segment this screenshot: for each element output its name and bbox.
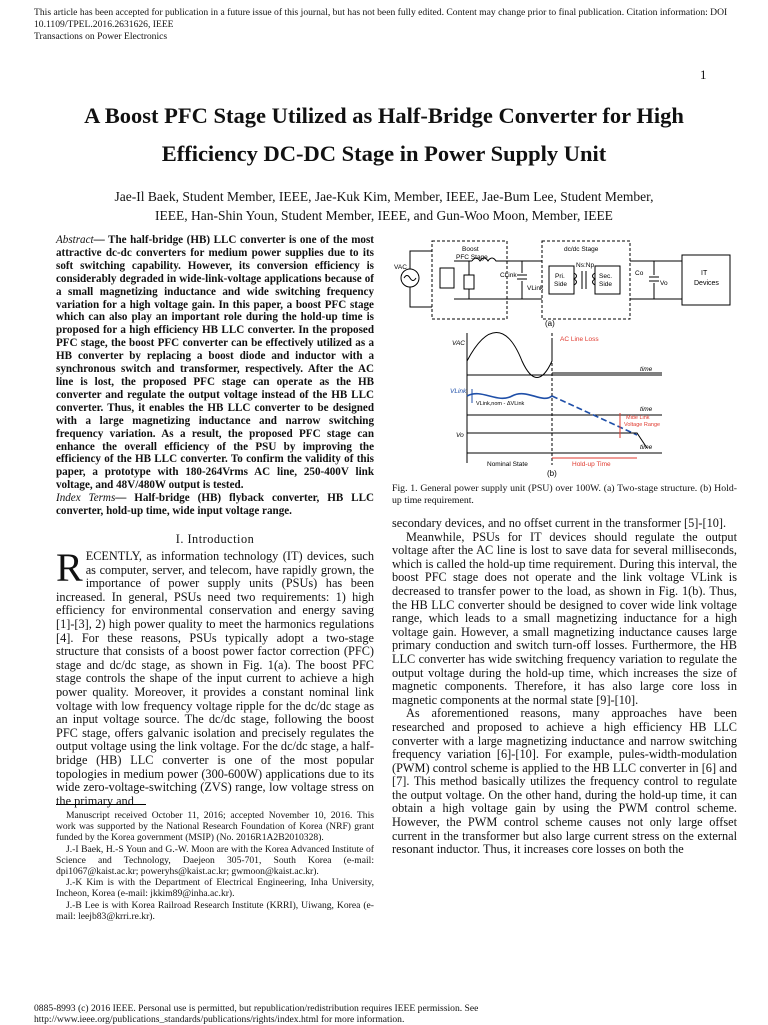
copyright-notice: 0885-8993 (c) 2016 IEEE. Personal use is permitted, but republication/redistribution requires IEEE permission. See http://www.ieee.org/publications_standards/publications/rights/index.html for more information. <box>34 1003 479 1025</box>
min-link-label-1: Mide Link <box>626 415 650 421</box>
boost-switch <box>464 275 474 289</box>
time-label-2: time <box>640 406 653 413</box>
author-list-line-2: IEEE, Han-Shin Youn, Student Member, IEEE, and Gun-Woo Moon, Member, IEEE <box>155 208 613 223</box>
footnote: Manuscript received October 11, 2016; accepted November 10, 2016. This work was supported by the National Research Foundation of Korea (NRF) grant funded by the Korea government (MSIP) (No. 2016R1A2B2010328). <box>56 810 374 844</box>
dcdc-stage-label: dc/dc Stage <box>564 246 599 253</box>
page-number: 1 <box>700 67 707 82</box>
abstract-text: The half-bridge (HB) LLC converter is one of the most attractive dc-dc converters for medium power supplies due to its soft switching capability. However, its conversion efficiency is considerably degraded in wide-link-voltage applications because of a small magnetizing inductance and wide switching frequency variation for a high voltage gain. In this paper, a boost PFC stage which can also play an important role during the hold-up time is proposed for a high efficiency HB LLC converter. In the proposed PFC stage, the boost PFC converter can be effectively utilized as a HB converter by replacing a boost diode and inductor with a synchronous switch and transformer, respectively. After the AC line is lost, the proposed PFC stage can operate as the HB converter and regulate the output voltage instead of the HB LLC converter. Thus, it enables the HB LLC converter to be designed with a large magnetizing inductance and narrow switching frequency variation. As a result, the proposed PFC stage can enhance the overall efficiency of the PSU by improving the efficiency of the HB LLC converter. To confirm the validity of this paper, a prototype with 180-264Vrms AC line, 250-400V link voltage, and 48V/480W output is tested. <box>56 234 374 492</box>
vo-axis-label: Vo <box>456 432 464 439</box>
vlinknom-label: VLink,nom - ΔVLink <box>476 401 525 407</box>
vac-axis-label: VAC <box>452 340 466 347</box>
index-terms-text: Half-bridge (HB) flyback converter, HB LLC converter, hold-up time, wide input voltage range. <box>56 492 374 517</box>
author-list-line-1: Jae-Il Baek, Student Member, IEEE, Jae-Kuk Kim, Member, IEEE, Jae-Bum Lee, Student Member, <box>114 189 654 204</box>
vac-label: VAC <box>394 264 407 271</box>
figure-1-caption: Fig. 1. General power supply unit (PSU) over 100W. (a) Two-stage structure. (b) Hold-up time requirement. <box>392 483 737 506</box>
paragraph: As aforementioned reasons, many approaches have been researched and proposed to achieve a high efficiency HB LLC converter with a large magnetizing inductance and narrow switching frequency variation [6]-[10]. For example, pules-width-modulation (PWM) control scheme is applied to the HB LLC converter in [6] and [7]. This method basically utilizes the frequency control to regulate the output voltage. On the other hand, during the hold-up time, it can obtain a high voltage gain by using the PWM control scheme. However, the PWM control scheme causes not only large offset current in the transformer but also large current stress on the external resonant inductor. Thus, it increases core losses on both the <box>392 706 737 857</box>
turns-ratio-label: Ns:Np <box>576 262 595 269</box>
link-capacitor <box>517 261 527 299</box>
boost-stage-label: Boost <box>462 246 479 253</box>
bridge-rectifier <box>440 268 454 288</box>
drop-cap: R <box>56 545 83 590</box>
abstract-label: Abstract <box>56 234 94 246</box>
secondary-side-box <box>595 266 620 294</box>
co-label: Co <box>635 270 644 277</box>
paragraph: Meanwhile, PSUs for IT devices should regulate the output voltage after the AC line is lost to save data for several milliseconds, which is called the hold-up time requirement. During this interval, the boost PFC stage does not operate and the link voltage VLink is decreased to transfer power to the load, as shown in Fig. 1(b). Thus, the HB LLC converter should be designed to cover wide link voltage range, which leads to a small magnetizing inductance for a high voltage gain. However, a small magnetizing inductance causes large primary conduction and switch turn-off losses. Furthermore, the HB LLC converter has wide switching frequency variation to regulate the output voltage during the hold-up time, which increases the size of magnetic components. Therefore, it has also large core loss in magnetic components at the normal state [9]-[10]. <box>392 529 737 707</box>
abstract: Abstract— The half-bridge (HB) LLC converter is one of the most attractive dc-dc converters for medium power supplies due to its soft switching capability. However, its conversion efficiency is considerably degraded in wide-link-voltage applications because of a small magnetizing inductance and wide switching frequency variation for a high voltage gain. In this paper, a boost PFC stage which can also play an important role during the hold-up time is proposed for a high efficiency HB LLC converter. In the proposed PFC stage, the boost PFC converter can be effectively utilized as a HB converter by replacing a boost diode and inductor with a synchronous switch and transformer, respectively. After the AC line is lost, the proposed PFC stage can operate as the HB converter and regulate the output voltage instead of the HB LLC converter. Thus, it enables the HB LLC converter to be designed with a large magnetizing inductance and narrow switching frequency variation. As a result, the proposed PFC stage can enhance the overall efficiency of the PSU by improving the efficiency of the HB LLC converter. To confirm the validity of this paper, a prototype with 180-264Vrms AC line, 250-400V link voltage, and 48V/480W output is tested. <box>56 234 374 492</box>
boost-stage-label-2: PFC Stage <box>456 254 488 261</box>
panel-a-label: (a) <box>545 319 555 328</box>
vlink-waveform <box>467 394 552 399</box>
acceptance-notice: This article has been accepted for publication in a future issue of this journal, but has not been fully edited. Content may change prior to final publication. Citation information: DOI 10.1109/TPEL.2016.2631626, IEEE <box>34 7 728 30</box>
index-terms: Index Terms— Half-bridge (HB) flyback converter, HB LLC converter, hold-up time, wide input voltage range. <box>56 492 374 517</box>
min-link-label-2: Voltage Range <box>624 422 661 428</box>
clink-label: CLink <box>500 272 517 279</box>
it-label: IT <box>701 270 708 277</box>
output-capacitor <box>630 261 682 299</box>
sine-glyph <box>404 276 416 281</box>
paper-title-line-2: Efficiency DC-DC Stage in Power Supply Unit <box>161 141 607 166</box>
figure-1b-waveforms <box>467 333 662 466</box>
journal-header <box>34 7 754 43</box>
holdup-time-label: Hold-up Time <box>572 461 611 468</box>
journal-name: Transactions on Power Electronics <box>34 31 168 42</box>
right-column-text <box>392 517 737 857</box>
sec-side-label: Sec. <box>599 273 613 280</box>
sec-side-label-2: Side <box>599 281 613 288</box>
pri-side-label-2: Side <box>554 281 568 288</box>
introduction-paragraph <box>56 545 374 808</box>
figure-1 <box>392 233 737 481</box>
index-terms-label: Index Terms <box>56 492 116 504</box>
vo-label: Vo <box>660 280 668 287</box>
time-label: time <box>640 366 653 373</box>
footnote: J.-I Baek, H.-S Youn and G.-W. Moon are with the Korea Advanced Institute of Science and Technology, Daejeon 305-701, South Korea (e-mail: dpi1067@kaist.ac.kr; poweryhs@kaist.ac.kr; gwmoon@kaist.ac.kr). <box>56 843 374 878</box>
paper-title-line-1: A Boost PFC Stage Utilized as Half-Bridge Converter for High <box>84 103 684 128</box>
paragraph: secondary devices, and no offset current in the transformer [5]-[10]. <box>392 516 727 530</box>
vlink-label: VLink <box>527 285 544 292</box>
footnote: J.-B Lee is with Korea Railroad Research Institute (KRRI), Uiwang, Korea (e-mail: leejb83@krri.re.kr). <box>56 899 374 922</box>
panel-b-label: (b) <box>547 469 557 478</box>
ac-line-loss-label: AC Line Loss <box>560 336 599 343</box>
section-heading-introduction: I. Introduction <box>175 532 255 546</box>
introduction-text: ECENTLY, as information technology (IT) devices, such as computer, server, and telecom, have rapidly grown, the importance of power supply units (PSUs) has been increased. In general, PSUs need two requirements: 1) high efficiency for environmental conservation and energy saving [1]-[3], 2) high power quality to meet the harmonics regulations [4]. For these reasons, PSUs typically adopt a two-stage structure that consists of a boost power factor correction (PFC) stage and dc/dc stage, as shown in Fig. 1(a). The boost PFC stage controls the shape of the input current to achieve a high power quality. Moreover, it provides a constant nominal link voltage with low frequency voltage ripple for the dc/dc stage as an input voltage source. The dc/dc stage, following the boost PFC stage, offers galvanic isolation and precisely regulates the output voltage using the link voltage. For the dc/dc stage, a half-bridge (HB) LLC converter is one of the most popular topologies in medium power (300-600W) applications due to its wide zero-voltage-switching (ZVS) range, low voltage stress on the primary and <box>56 549 374 808</box>
primary-side-box <box>549 266 574 294</box>
vlink-axis-label: VLink <box>450 388 467 395</box>
time-label-3: time <box>640 444 653 451</box>
footnotes <box>56 810 374 922</box>
footnote: J.-K Kim is with the Department of Electrical Engineering, Inha University, Incheon, Korea (e-mail: jkkim89@inha.ac.kr). <box>56 877 374 900</box>
nominal-state-label: Nominal State <box>487 461 528 468</box>
footnote-rule <box>56 804 146 805</box>
devices-label: Devices <box>694 280 719 287</box>
pri-side-label: Pri. <box>555 273 565 280</box>
